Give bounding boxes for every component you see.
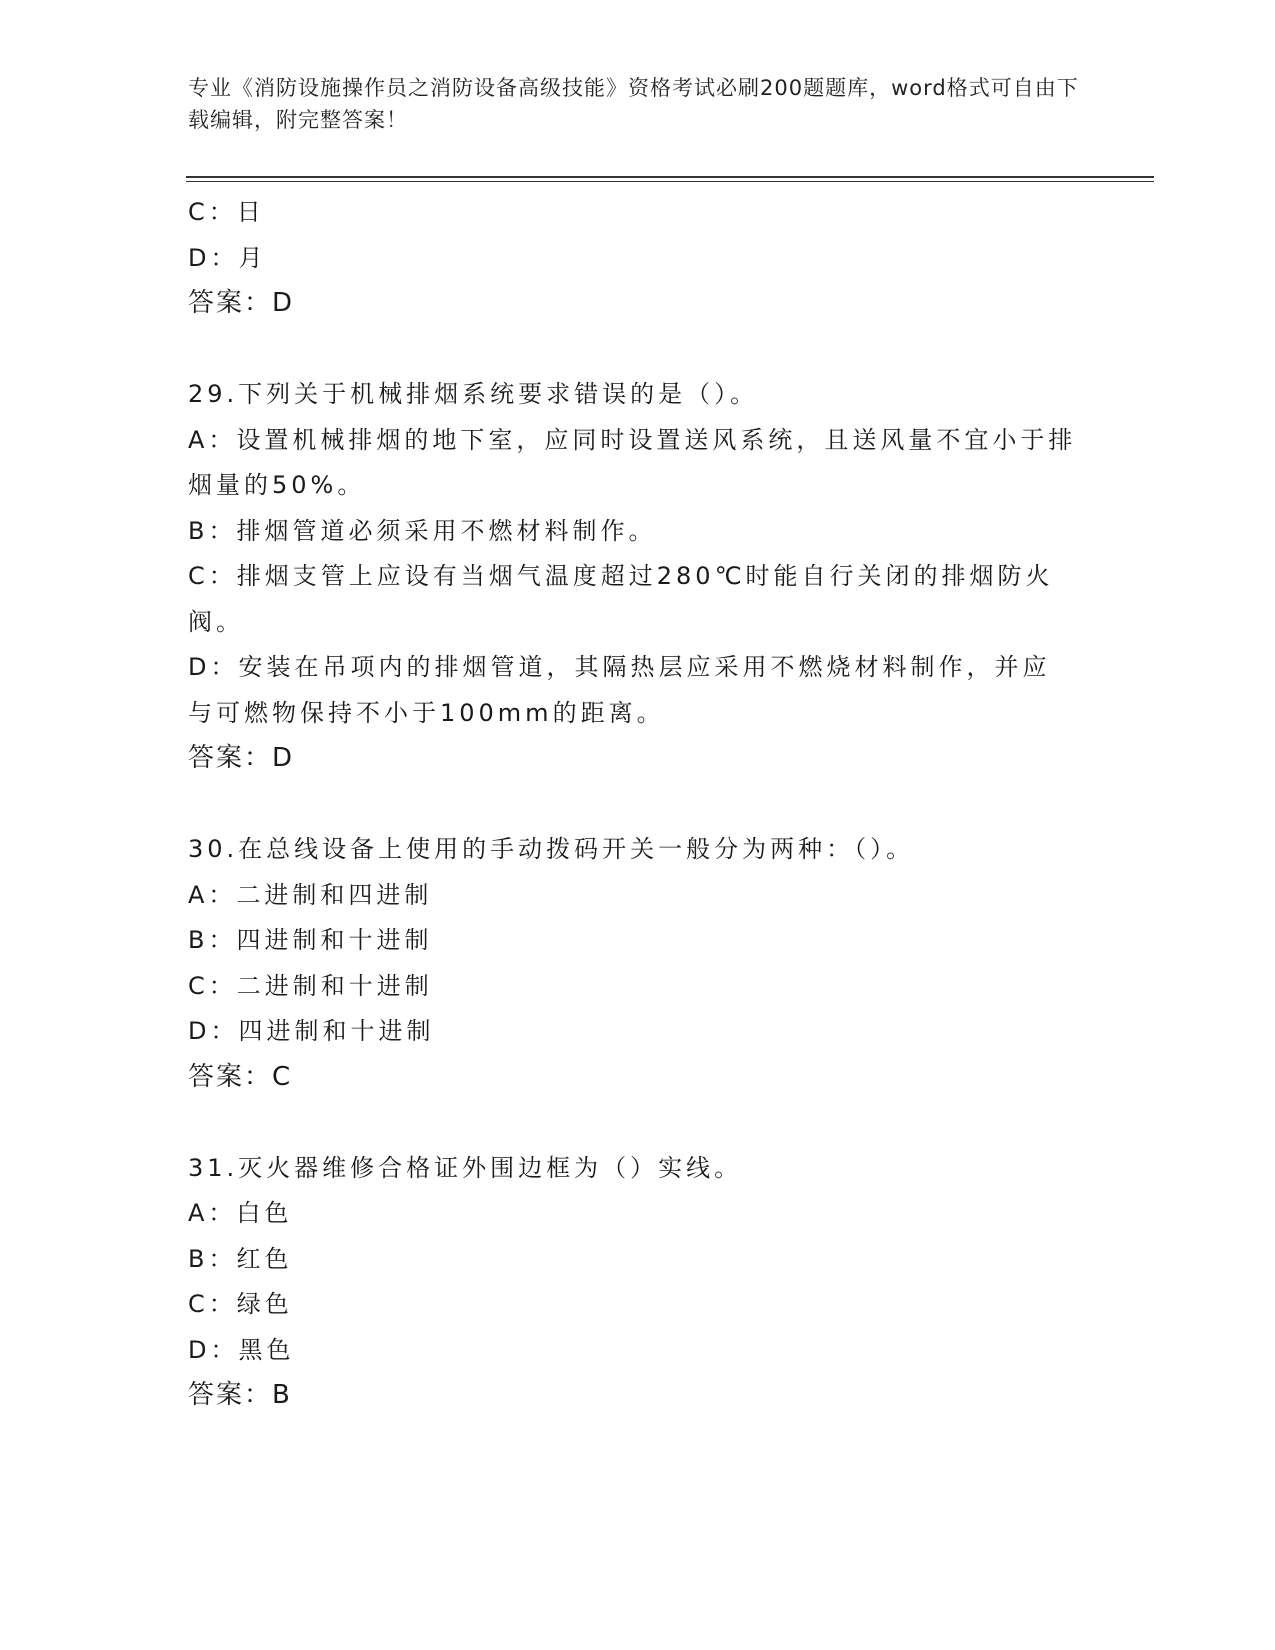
option-c: C：日 bbox=[188, 198, 265, 226]
answer-line: 答案：D bbox=[188, 288, 295, 318]
header-divider-thin bbox=[186, 181, 1154, 182]
option-a: A：二进制和四进制 bbox=[188, 880, 433, 909]
question-stem: 30.在总线设备上使用的手动拨码开关一般分为两种：（）。 bbox=[188, 835, 915, 863]
option-d: D：安装在吊项内的排烟管道，其隔热层应采用不燃烧材料制作，并应与可燃物保持不小于100mm的距离。 bbox=[188, 653, 1051, 727]
option-d: D：黑色 bbox=[188, 1335, 295, 1364]
spacer bbox=[188, 327, 1088, 373]
document-body bbox=[188, 190, 1088, 1419]
option-c: C：排烟支管上应设有当烟气温度超过280℃时能自行关闭的排烟防火阀。 bbox=[188, 562, 1054, 636]
answer-line: 答案：D bbox=[188, 743, 295, 773]
option-b: B：红色 bbox=[188, 1244, 293, 1273]
answer-line: 答案：B bbox=[188, 1380, 292, 1410]
option-a: A：白色 bbox=[188, 1199, 293, 1227]
option-a: A：设置机械排烟的地下室，应同时设置送风系统，且送风量不宜小于排烟量的50%。 bbox=[188, 425, 1077, 499]
answer-line: 答案：C bbox=[188, 1061, 293, 1092]
header-divider-thick bbox=[186, 176, 1154, 178]
option-c: C：绿色 bbox=[188, 1290, 293, 1318]
question-29 bbox=[188, 372, 1088, 782]
option-b: B：排烟管道必须采用不燃材料制作。 bbox=[188, 516, 657, 545]
option-d: D：月 bbox=[188, 243, 267, 272]
option-c: C：二进制和十进制 bbox=[188, 971, 433, 1000]
question-31 bbox=[188, 1146, 1088, 1419]
question-stem: 29.下列关于机械排烟系统要求错误的是（）。 bbox=[188, 380, 759, 408]
partial-question bbox=[188, 190, 1088, 327]
question-stem: 31.灭火器维修合格证外围边框为（）实线。 bbox=[188, 1153, 743, 1182]
spacer bbox=[188, 782, 1088, 828]
page-header: 专业《消防设施操作员之消防设备高级技能》资格考试必刷200题题库，word格式可自由下载编辑，附完整答案！ bbox=[188, 76, 1079, 132]
spacer bbox=[188, 1100, 1088, 1146]
question-30 bbox=[188, 827, 1088, 1100]
option-d: D：四进制和十进制 bbox=[188, 1017, 435, 1045]
option-b: B：四进制和十进制 bbox=[188, 926, 433, 954]
